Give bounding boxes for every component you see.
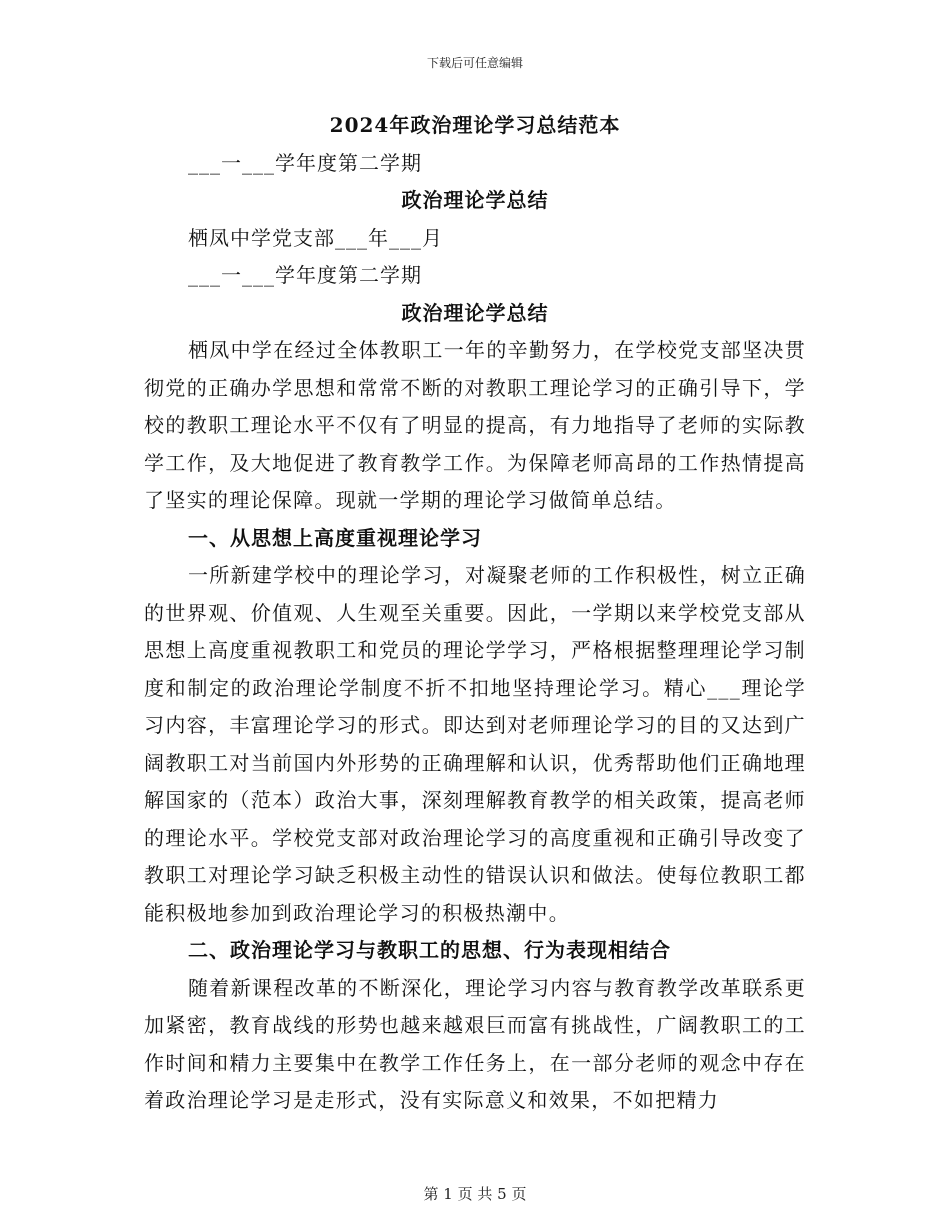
intro-paragraph: 栖凤中学在经过全体教职工一年的辛勤努力，在学校党支部坚决贯彻党的正确办学思想和常常不断的对教职工理论学习的正确引导下，学校的教职工理论水平不仅有了明显的提高，有力地指导了老师的实际教学工作，及大地促进了教育教学工作。为保障老师高昂的工作热情提高了坚实的理论保障。现就一学期的理论学习做简单总结。 <box>144 338 806 512</box>
term-line-2: ___一___学年度第二学期 <box>188 263 422 287</box>
document-body <box>144 107 806 1120</box>
section-2-heading: 二、政治理论学习与教职工的思想、行为表现相结合 <box>188 938 671 962</box>
subtitle-1: 政治理论学总结 <box>401 188 549 212</box>
section-2-paragraph: 随着新课程改革的不断深化，理论学习内容与教育教学改革联系更加紧密，教育战线的形势也越来越艰巨而富有挑战性，广阔教职工的工作时间和精力主要集中在教学工作任务上，在一部分老师的观念中存在着政治理论学习是走形式，没有实际意义和效果，不如把精力 <box>144 975 806 1112</box>
header-note: 下载后可任意编辑 <box>426 56 523 70</box>
term-line-1: ___一___学年度第二学期 <box>188 150 422 175</box>
section-1-heading: 一、从思想上高度重视理论学习 <box>188 525 482 550</box>
subtitle-2: 政治理论学总结 <box>401 300 549 325</box>
org-date-line: 栖凤中学党支部___年___月 <box>188 225 443 250</box>
page-footer: 第 1 页 共 5 页 <box>423 1185 527 1203</box>
section-1-paragraph: 一所新建学校中的理论学习，对凝聚老师的工作积极性，树立正确的世界观、价值观、人生观至关重要。因此，一学期以来学校党支部从思想上高度重视教职工和党员的理论学学习，严格根据整理理论学习制度和制定的政治理论学制度不折不扣地坚持理论学习。精心___理论学习内容，丰富理论学习的形式。即达到对老师理论学习的目的又达到广阔教职工对当前国内外形势的正确理解和认识，优秀帮助他们正确地理解国家的（范本）政治大事，深刻理解教育教学的相关政策，提高老师的理论水平。学校党支部对政治理论学习的高度重视和正确引导改变了教职工对理论学习缺乏积极主动性的错误认识和做法。使每位教职工都能积极地参加到政治理论学习的积极热潮中。 <box>144 563 806 925</box>
document-title: 2024年政治理论学习总结范本 <box>329 113 621 137</box>
